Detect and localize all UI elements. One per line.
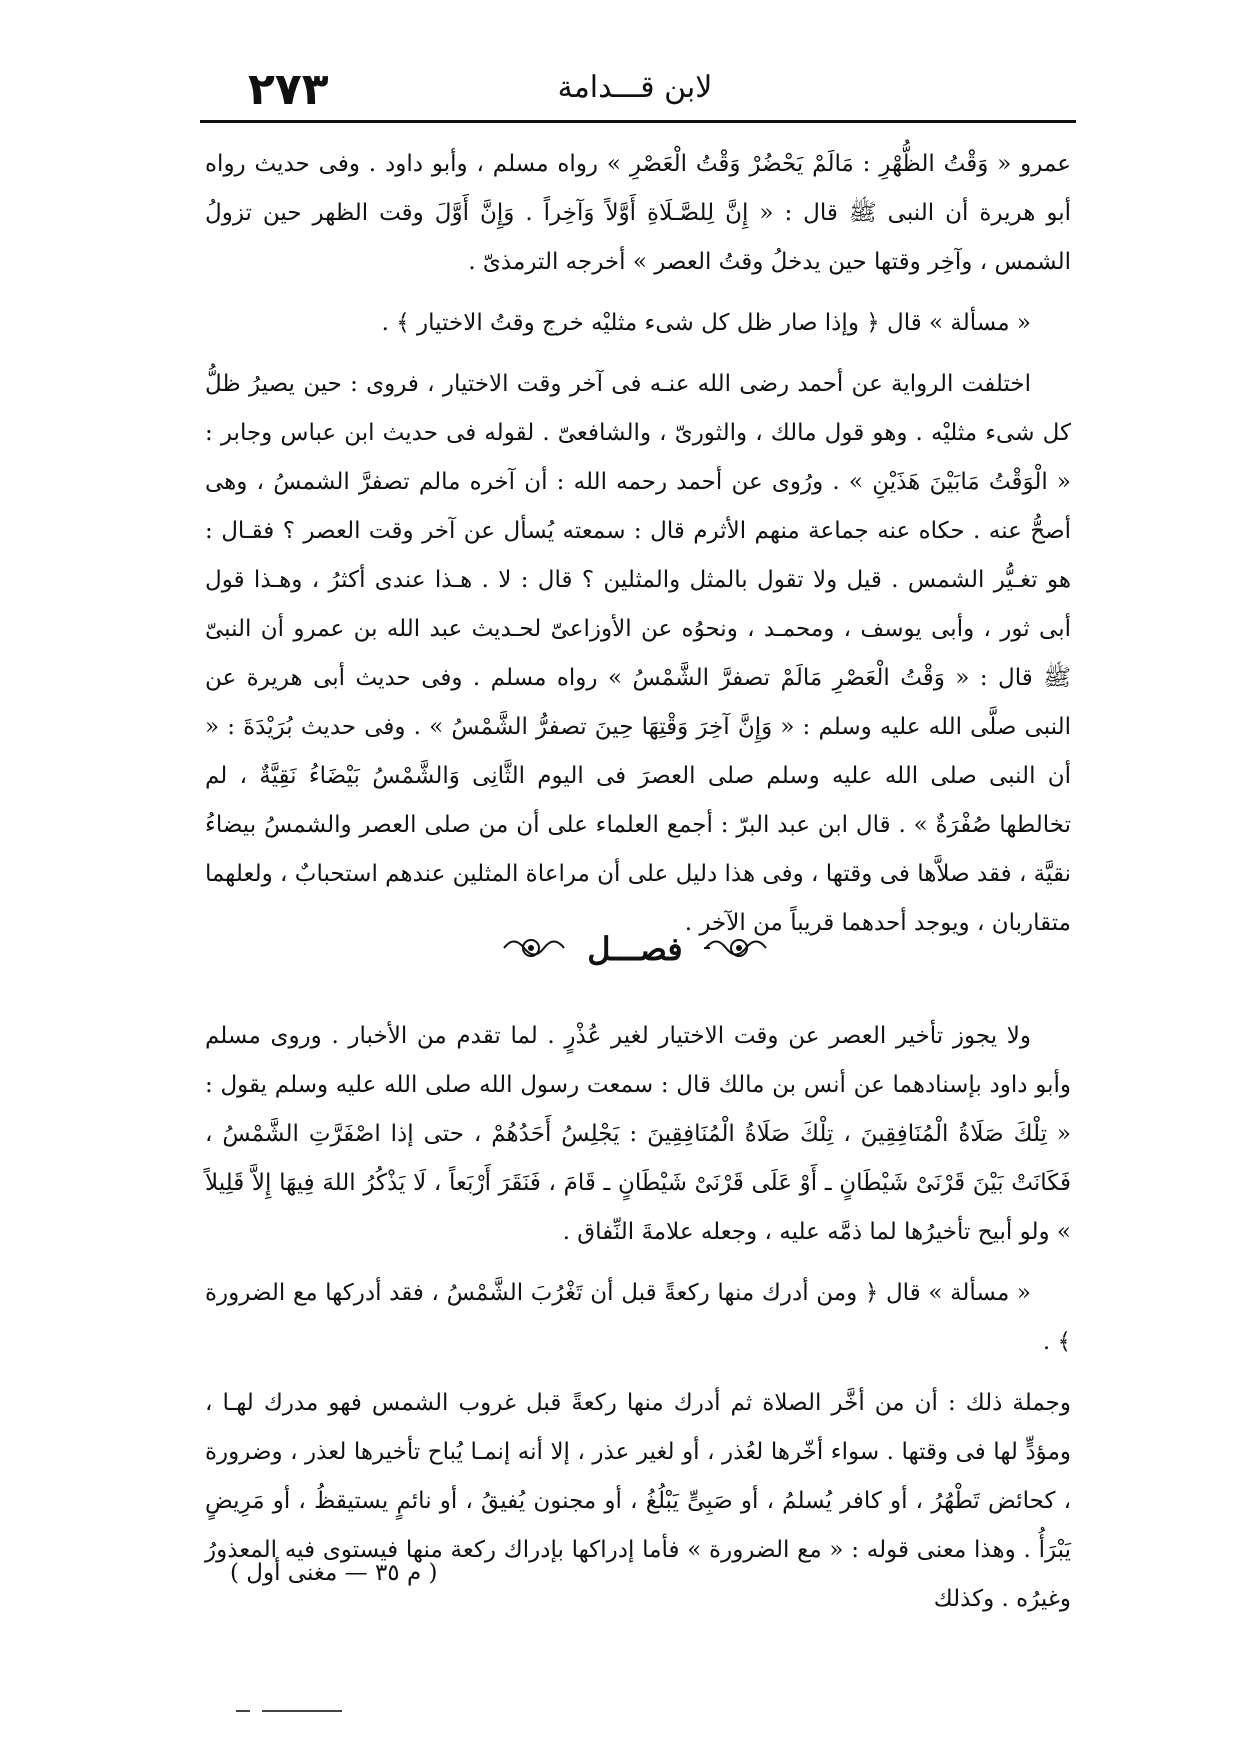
paragraph: ولا يجوز تأخير العصر عن وقت الاختيار لغير عُذْرٍ . لما تقدم من الأخبار . وروى مسلم وأبو داود بإسنادهما عن أنس بن مالك قال : سمعت رسول الله صلى الله عليه وسلم يقول : « تِلْكَ صَلَاةُ الْمُنَافِقِينَ ، تِلْكَ صَلَاةُ الْمُنَافِقِينَ : يَجْلِسُ أَحَدُهُمْ ، حتى إذا اصْفَرَّتِ الشَّمْسُ ، فَكَانَتْ بَيْنَ قَرْنَىْ شَيْطَانٍ ـ أَوْ عَلَى قَرْنَىْ شَيْطَانٍ ـ قَامَ ، فَنَقَرَ أَرْبَعاً ، لَا يَذْكُرُ اللهَ فِيهَا إِلاَّ قَلِيلاً » ولو أبيح تأخيرُها لما ذمَّه عليه ، وجعله علامةَ النِّفاق . bbox=[205, 1023, 1071, 1245]
footer-dash bbox=[236, 1710, 250, 1712]
paragraph: « مسألة » قال ﴿ ومن أدرك منها ركعةً قبل أن تَغْرُبَ الشَّمْسُ ، فقد أدركها مع الضرورة ﴾ . bbox=[205, 1280, 1071, 1355]
paragraph: اختلفت الرواية عن أحمد رضى الله عنـه فى آخر وقت الاختيار ، فروى : حين يصيرُ ظلُّ كل شىء مثليْه . وهو قول مالك ، والثورىّ ، والشافعىّ . لقوله فى حديث ابن عباس وجابر : « الْوَقْتُ مَابَيْنَ هَذَيْنِ » . ورُوى عن أحمد رحمه الله : أن آخره مالم تصفرَّ الشمسُ ، وهى أصحُّ عنه . حكاه عنه جماعة منهم الأثرم قال : سمعته يُسأل عن آخر وقت العصر ؟ فقـال : هو تغـيُّر الشمس . قيل ولا تقول بالمثل والمثلين ؟ قال : لا . هـذا عندى أكثرُ ، وهـذا قول أبى ثور ، وأبى يوسف ، ومحمـد ، ونحوُه عن الأوزاعىّ لحـديث عبد الله بن عمرو أن النبىّ ﷺ قال : « وَقْتُ الْعَصْرِ مَالَمْ تصفرَّ الشَّمْسُ » رواه مسلم . وفى حديث أبى هريرة عن النبى صلَّى الله عليه وسلم : « وَإِنَّ آخِرَ وَقْتِهَا حِينَ تصفرُّ الشَّمْسُ » . وفى حديث بُرَيْدَةَ : « أن النبى صلى الله عليه وسلم صلى العصرَ فى اليوم الثَّانِى وَالشَّمْسُ بَيْضَاءُ نَقِيَّةٌ ، لم تخالطها صُفْرَةٌ » . قال ابن عبد البرّ : أجمع العلماء على أن من صلى العصر والشمسُ بيضاءُ نقيَّة ، فقد صلاَّها فى وقتها ، وفى هذا دليل على أن مراعاة المثلين عندهم استحبابٌ ، ولعلهما متقاربان ، ويوجد أحدهما قريباً من الآخر . bbox=[205, 371, 1071, 936]
section-title: فصـــل bbox=[587, 930, 683, 968]
page-number: ٢٧٣ bbox=[248, 64, 329, 115]
paragraph: « مسألة » قال ﴿ وإذا صار ظل كل شىء مثليْه خرج وقتُ الاختيار ﴾ . bbox=[381, 310, 1031, 336]
main-text-bottom bbox=[205, 1012, 1071, 1624]
header-rule bbox=[200, 120, 1076, 123]
main-text-top bbox=[205, 140, 1071, 948]
section-heading bbox=[200, 930, 1070, 990]
ornament-icon bbox=[704, 931, 774, 973]
footer-rule bbox=[262, 1710, 342, 1712]
paragraph: عمرو « وَقْتُ الظُّهْرِ : مَالَمْ يَحْضُرْ وَقْتُ الْعَصْرِ » رواه مسلم ، وأبو داود . وفى حديث رواه أبو هريرة أن النبى ﷺ قال : « إِنَّ لِلصَّـلَاةِ أَوَّلاً وَآخِراً . وَإِنَّ أَوَّلَ وقت الظهر حين تزولُ الشمس ، وآخِر وقتها حين يدخلُ وقتُ العصر » أخرجه الترمذىّ . bbox=[205, 151, 1071, 275]
running-title: لابن قـــدامة bbox=[557, 70, 713, 105]
ornament-icon bbox=[496, 931, 566, 973]
paragraph: وجملة ذلك : أن من أخَّر الصلاة ثم أدرك منها ركعةً قبل غروب الشمس فهو مدرك لهـا ، ومؤدٍّ لها فى وقتها . سواء أخّرها لعُذر ، أو لغير عذر ، إلا أنه إنمـا يُباح تأخيرها لعذر ، وضرورة ، كحائض تَطْهُرُ ، أو كافر يُسلمُ ، أو صَبِىٍّ يَبْلُغُ ، أو مجنون يُفيقُ ، أو نائمٍ يستيقظُ ، أو مَرِيضٍ يَبْرَأُ . وهذا معنى قوله : « مع الضرورة » فأما إدراكها بإدراك ركعة منها فيستوى فيه المعذورُ وغيرُه . وكذلك bbox=[205, 1390, 1071, 1612]
signature-mark: ( م ٣٥ — مغنى أول ) bbox=[230, 1560, 438, 1586]
page-header bbox=[200, 64, 1070, 120]
